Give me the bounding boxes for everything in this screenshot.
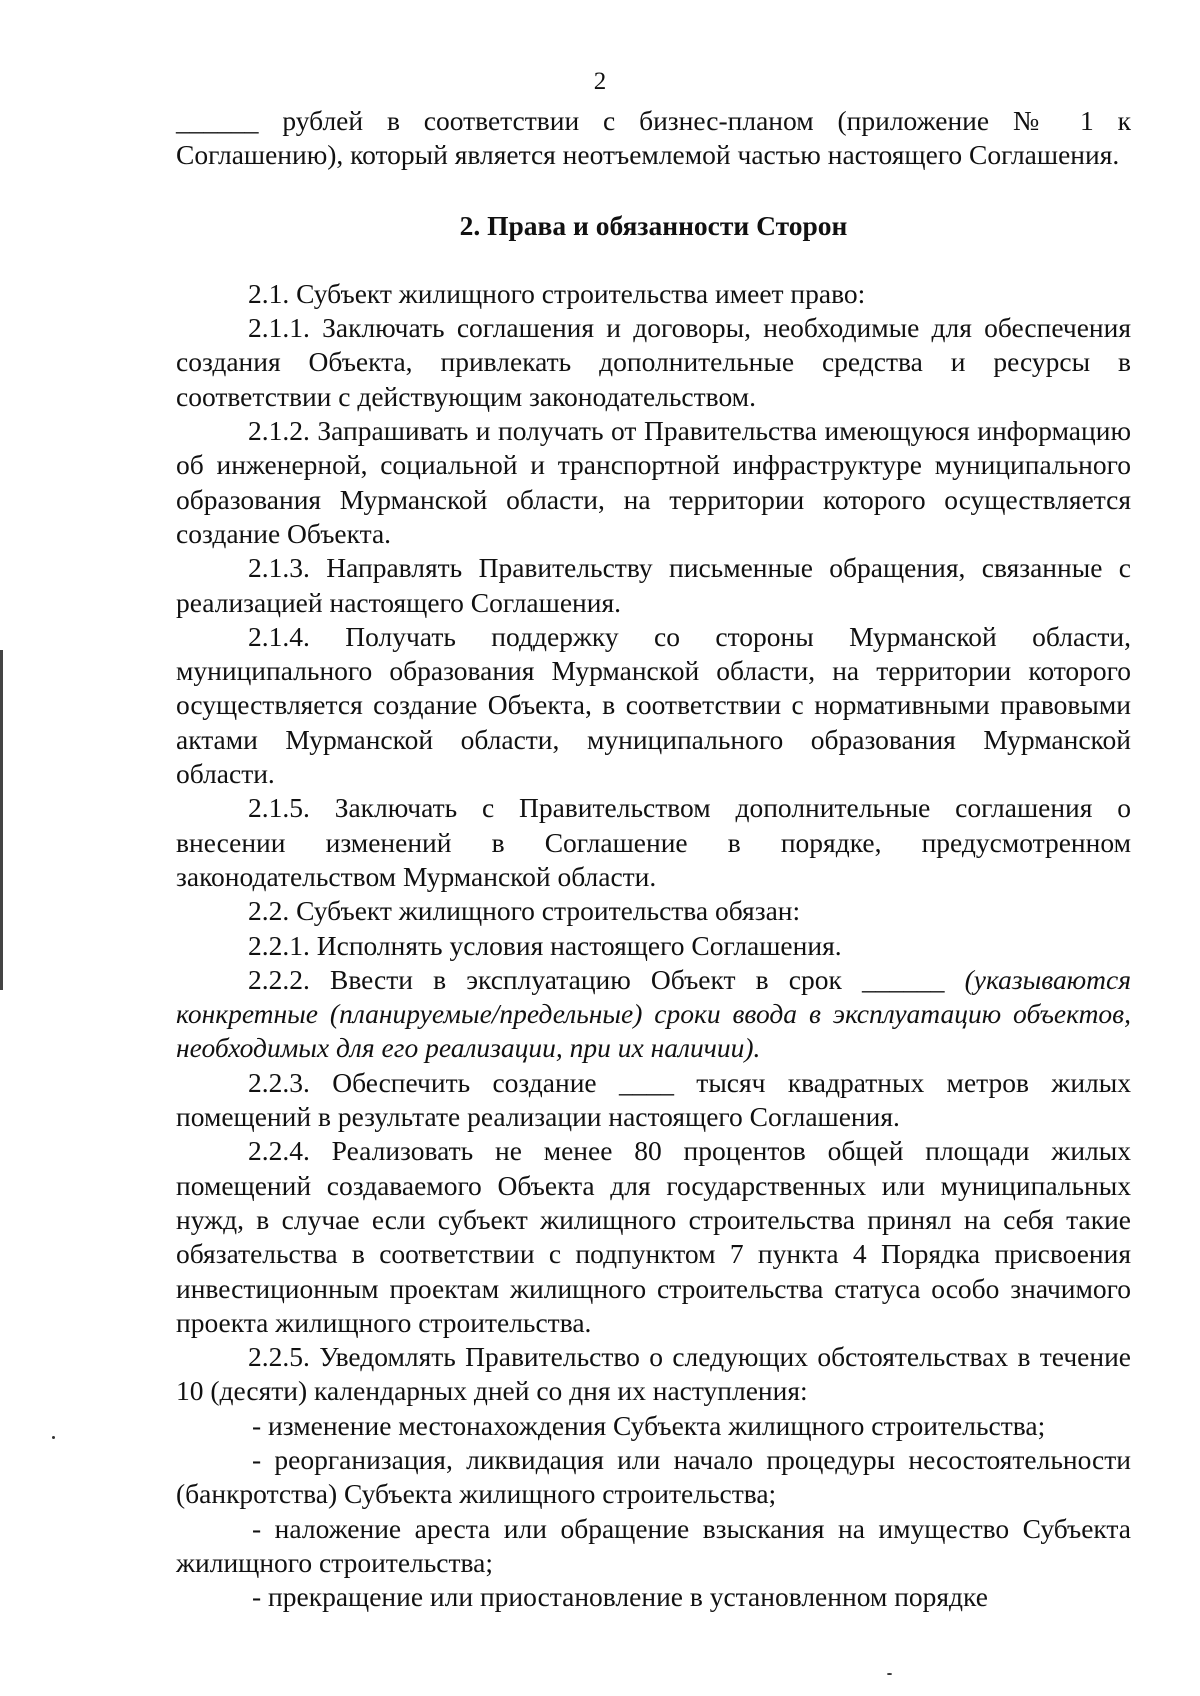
list-item: - изменение местонахождения Субъекта жилищного строительства; [252,1409,1046,1441]
paragraph-2-2: 2.2. Субъект жилищного строительства обязан: [248,895,801,927]
list-item: - наложение ареста или обращение взыскания на имущество Субъекта жилищного строительства; [176,1512,1131,1578]
paragraph-2-1-4: 2.1.4. Получать поддержку со стороны Мурманской области, муниципального образования Мурманской области, на территории которого осуществляется создание Объекта, в соответствии с нормативными правовыми актами Мурманской области, муниципального образования Мурманской области. [176,620,1131,790]
scan-speck [887,1673,892,1675]
page-number: 2 [593,68,607,95]
section-title: 2. Права и обязанности Сторон [459,209,848,241]
paragraph-2-1-1: 2.1.1. Заключать соглашения и договоры, необходимые для обеспечения создания Объекта, привлекать дополнительные средства и ресурсы в соответствии с действующим законодательством. [176,312,1131,412]
paragraph-2-2-5: 2.2.5. Уведомлять Правительство о следующих обстоятельствах в течение 10 (десяти) календарных дней со дня их наступления: [176,1341,1131,1407]
paragraph-2-2-2-text: 2.2.2. Ввести в эксплуатацию Объект в срок ______ [248,963,965,995]
paragraph-2-2-3: 2.2.3. Обеспечить создание ____ тысяч квадратных метров жилых помещений в результате реализации настоящего Соглашения. [176,1066,1131,1133]
paragraph-2-1-2: 2.1.2. Запрашивать и получать от Правительства имеющуюся информацию об инженерной, социальной и транспортной инфраструктуре муниципального образования Мурманской области, на территории которого осуществляется создание Объекта. [176,415,1131,549]
paragraph-2-1-5: 2.1.5. Заключать с Правительством дополнительные соглашения о внесении изменений в Соглашение в порядке, предусмотренном законодательством Мурманской области. [176,792,1131,892]
list-item: - реорганизация, ликвидация или начало процедуры несостоятельности (банкротства) Субъекта жилищного строительства; [176,1443,1131,1510]
paragraph-2-2-4: 2.2.4. Реализовать не менее 80 процентов общей площади жилых помещений создаваемого Объекта для государственных или муниципальных нужд, в случае если субъект жилищного строительства принял на себя такие обязательства в соответствии с подпунктом 7 пункта 4 Порядка присвоения инвестиционным проектам жилищного строительства статуса особо значимого проекта жилищного строительства. [176,1135,1131,1338]
paragraph-2-1: 2.1. Субъект жилищного строительства имеет право: [248,277,866,309]
paragraph-2-2-2 [176,963,1131,1066]
document-body [176,104,1131,1614]
paragraph-2-2-1: 2.2.1. Исполнять условия настоящего Соглашения. [248,929,842,961]
paragraph-2-2-2-note: (указываются конкретные (планируемые/предельные) сроки ввода в эксплуатацию объектов, необходимых для его реализации, при их наличии). [176,963,1131,1064]
list-item: - прекращение или приостановление в установленном порядке [252,1581,988,1613]
scan-margin-edge [0,650,3,990]
scan-speck [52,1436,55,1439]
paragraph-2-1-3: 2.1.3. Направлять Правительству письменные обращения, связанные с реализацией настоящего Соглашения. [176,552,1131,618]
intro-paragraph: ______ рублей в соответствии с бизнес-планом (приложение № 1 к Соглашению), который является неотъемлемой частью настоящего Соглашения. [176,105,1131,171]
